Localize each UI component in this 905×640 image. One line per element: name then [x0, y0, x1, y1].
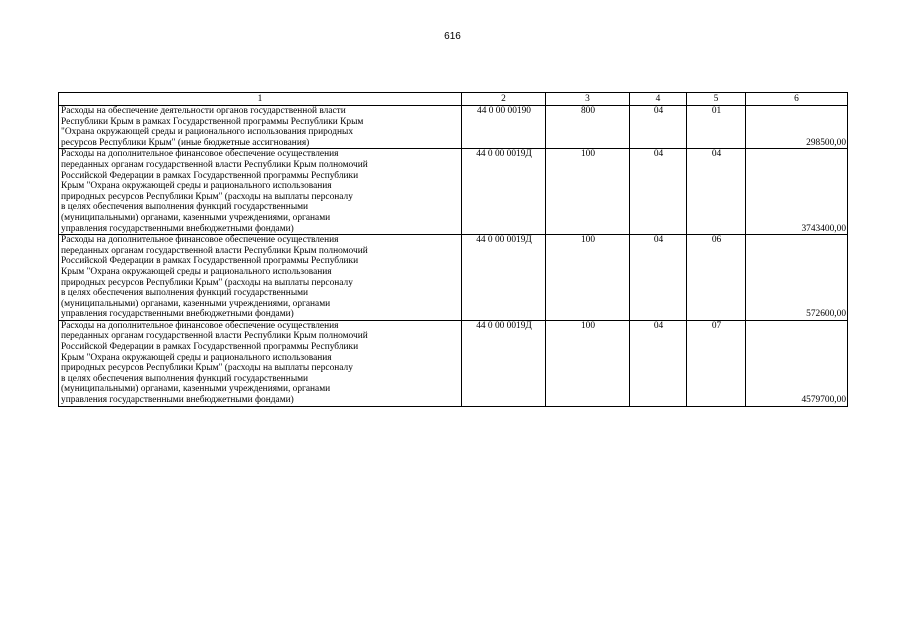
expense-description	[59, 149, 462, 235]
column-header: 1	[59, 93, 462, 106]
description-line: переданных органам государственной власти Республики Крым полномочий	[61, 159, 368, 170]
budget-table	[58, 92, 848, 407]
description-line: управления государственными внебюджетными фондами)	[61, 395, 294, 406]
description-line: (муниципальными) органами, казенными учреждениями, органами	[61, 298, 331, 309]
column-header: 4	[630, 93, 687, 106]
expense-type-code: 800	[546, 106, 630, 149]
table-row	[59, 320, 848, 406]
amount: 3743400,00	[746, 149, 848, 235]
description-line: в целях обеспечения выполнения функций государственными	[61, 202, 309, 213]
table-row	[59, 149, 848, 235]
description-line: Крым "Охрана окружающей среды и рационального использования	[61, 181, 332, 192]
amount: 298500,00	[746, 106, 848, 149]
section-code: 04	[630, 149, 687, 235]
target-article-code: 44 0 00 0019Д	[462, 149, 546, 235]
description-line: природных ресурсов Республики Крым" (расходы на выплаты персоналу	[61, 277, 353, 288]
expense-type-code: 100	[546, 320, 630, 406]
table-header-row	[59, 93, 848, 106]
amount: 572600,00	[746, 235, 848, 321]
target-article-code: 44 0 00 0019Д	[462, 235, 546, 321]
column-header: 2	[462, 93, 546, 106]
description-line: Расходы на дополнительное финансовое обеспечение осуществления	[61, 320, 339, 331]
description-line: переданных органам государственной власти Республики Крым полномочий	[61, 331, 368, 342]
description-line: природных ресурсов Республики Крым" (расходы на выплаты персоналу	[61, 191, 353, 202]
subsection-code: 06	[687, 235, 746, 321]
target-article-code: 44 0 00 00190	[462, 106, 546, 149]
description-line: Российской Федерации в рамках Государственной программы Республики	[61, 256, 359, 267]
description-line: "Охрана окружающей среды и рационального использования природных	[61, 127, 354, 138]
subsection-code: 01	[687, 106, 746, 149]
description-line: Расходы на дополнительное финансовое обеспечение осуществления	[61, 235, 339, 246]
description-line: переданных органам государственной власти Республики Крым полномочий	[61, 245, 368, 256]
expense-description	[59, 235, 462, 321]
description-line: в целях обеспечения выполнения функций государственными	[61, 373, 309, 384]
description-line: Крым "Охрана окружающей среды и рационального использования	[61, 352, 332, 363]
description-line: природных ресурсов Республики Крым" (расходы на выплаты персоналу	[61, 363, 353, 374]
section-code: 04	[630, 235, 687, 321]
expense-type-code: 100	[546, 235, 630, 321]
section-code: 04	[630, 320, 687, 406]
amount: 4579700,00	[746, 320, 848, 406]
description-line: (муниципальными) органами, казенными учреждениями, органами	[61, 384, 331, 395]
expense-description	[59, 106, 462, 149]
subsection-code: 04	[687, 149, 746, 235]
description-line: Российской Федерации в рамках Государственной программы Республики	[61, 170, 359, 181]
target-article-code: 44 0 00 0019Д	[462, 320, 546, 406]
description-line: управления государственными внебюджетными фондами)	[61, 309, 294, 320]
column-header: 3	[546, 93, 630, 106]
description-line: Крым "Охрана окружающей среды и рационального использования	[61, 266, 332, 277]
page-number: 616	[444, 31, 461, 42]
column-header: 5	[687, 93, 746, 106]
table-row	[59, 235, 848, 321]
subsection-code: 07	[687, 320, 746, 406]
column-header: 6	[746, 93, 848, 106]
description-line: Расходы на дополнительное финансовое обеспечение осуществления	[61, 149, 339, 160]
expense-type-code: 100	[546, 149, 630, 235]
description-line: Расходы на обеспечение деятельности органов государственной власти	[61, 106, 346, 116]
description-line: (муниципальными) органами, казенными учреждениями, органами	[61, 212, 331, 223]
description-line: Российской Федерации в рамках Государственной программы Республики	[61, 342, 359, 353]
description-line: ресурсов Республики Крым" (иные бюджетные ассигнования)	[61, 137, 310, 148]
expense-description	[59, 320, 462, 406]
description-line: Республики Крым в рамках Государственной программы Республики Крым	[61, 116, 364, 127]
description-line: управления государственными внебюджетными фондами)	[61, 223, 294, 234]
section-code: 04	[630, 106, 687, 149]
description-line: в целях обеспечения выполнения функций государственными	[61, 288, 309, 299]
table-row	[59, 106, 848, 149]
